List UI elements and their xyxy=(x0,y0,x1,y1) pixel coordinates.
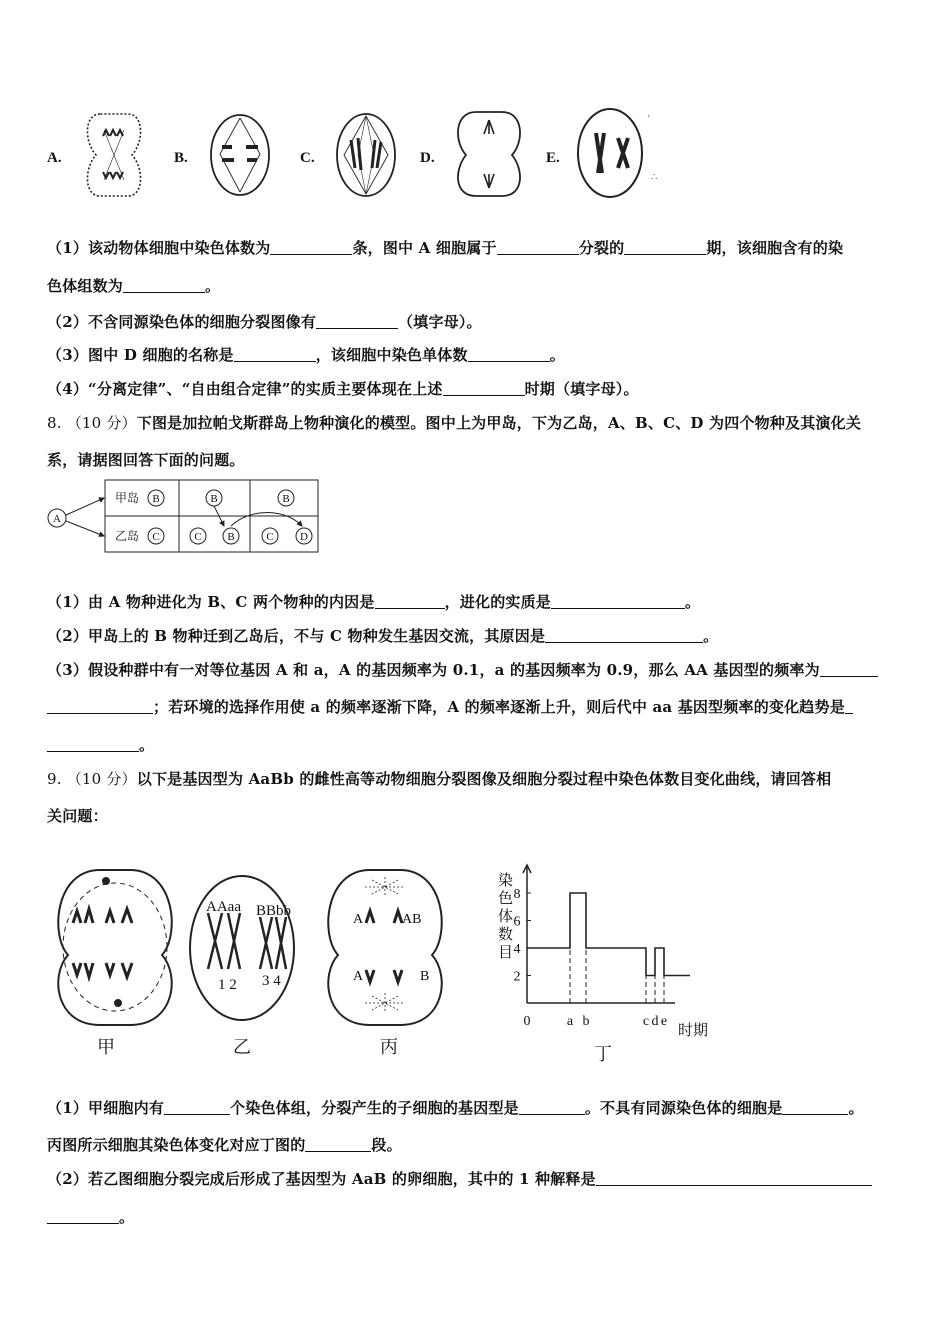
species-a: A xyxy=(53,513,61,525)
node-b: B xyxy=(282,493,290,505)
chromosome-number-chart xyxy=(514,865,691,1029)
q9-sub1-text-c: 。不具有同源染色体的细胞是 xyxy=(584,1099,783,1117)
cell-label-yi: 乙 xyxy=(233,1037,251,1058)
option-b-label: B. xyxy=(174,150,188,166)
chart-ylabel-2: 色 xyxy=(498,891,514,907)
chart-xlabel: 时期 xyxy=(678,1023,709,1039)
answer-blank[interactable] xyxy=(468,347,550,362)
q7-sub4-text: （4）“分离定律”、“自由组合定律”的实质主要体现在上述 xyxy=(47,380,443,398)
q9-number: 9. xyxy=(47,770,62,788)
answer-blank[interactable] xyxy=(270,240,352,255)
island-yi-label: 乙岛 xyxy=(114,529,140,543)
q7-sub1-end: 。 xyxy=(205,277,221,295)
q9-sub1-line1 xyxy=(47,1097,864,1118)
answer-blank[interactable] xyxy=(123,278,205,293)
node-c: C xyxy=(152,531,160,543)
q9-stem-line1 xyxy=(47,768,831,789)
node-c: C xyxy=(266,531,274,543)
q8-sub2-end: 。 xyxy=(703,627,719,645)
q7-sub2 xyxy=(47,311,482,332)
cell-label-bing: 丙 xyxy=(380,1037,398,1058)
answer-blank[interactable] xyxy=(519,1100,585,1115)
q8-sub3-line1 xyxy=(47,659,878,680)
answer-blank[interactable] xyxy=(545,628,703,643)
cell-c-figure xyxy=(337,114,395,196)
chart-y-tick-label: 4 xyxy=(513,942,521,957)
q8-sub3-line2 xyxy=(47,696,853,717)
option-d-label: D. xyxy=(420,150,435,166)
q9-sub2-line1 xyxy=(47,1168,872,1189)
q8-island-diagram xyxy=(40,478,330,558)
q8-sub1-end: 。 xyxy=(685,593,701,611)
q9-stem-line2: 关问题： xyxy=(47,807,108,825)
q8-sub2-text: （2）甲岛上的 B 物种迁到乙岛后，不与 C 物种发生基因交流，其原因是 xyxy=(47,627,546,645)
chart-ylabel-1: 染 xyxy=(498,873,514,889)
cell-b-figure xyxy=(211,115,269,195)
cell-yi-nums-right: 3 4 xyxy=(262,973,281,989)
q7-sub1-cont: 色体组数为 xyxy=(47,277,124,295)
q8-stem-line1 xyxy=(47,412,861,433)
node-b: B xyxy=(227,531,235,543)
q7-sub2-text: （2）不含同源染色体的细胞分裂图像有 xyxy=(47,313,317,331)
answer-blank[interactable] xyxy=(47,1209,119,1224)
q7-sub1-text-b: 条，图中 A 细胞属于 xyxy=(352,239,497,257)
cell-yi-figure xyxy=(190,876,294,1020)
answer-blank[interactable] xyxy=(305,1137,371,1152)
q8-sub3-text: （3）假设种群中有一对等位基因 A 和 a，A 的基因频率为 0.1，a 的基因频率为 0.9，那么 AA 基因型的频率为 xyxy=(47,661,820,679)
chart-x-tick-label: e xyxy=(660,1014,668,1029)
cell-bing-label-4: B xyxy=(420,969,430,984)
q7-cell-figures xyxy=(0,100,700,210)
q9-sub1b-text: 丙图所示细胞其染色体变化对应丁图的 xyxy=(47,1136,306,1154)
node-d: D xyxy=(300,531,308,543)
cell-bing-label-2: AB xyxy=(402,912,422,927)
chart-x-tick-label: 0 xyxy=(523,1014,531,1029)
cell-label-jia: 甲 xyxy=(97,1037,115,1058)
q9-score: （10 分） xyxy=(66,770,137,788)
q8-stem-line2: 系，请据图回答下面的问题。 xyxy=(47,451,245,469)
q7-sub3-text-b: ，该细胞中染色单体数 xyxy=(315,346,468,364)
q7-sub3-text: （3）图中 D 细胞的名称是 xyxy=(47,346,234,364)
answer-blank[interactable] xyxy=(497,240,579,255)
answer-blank[interactable] xyxy=(596,1171,872,1186)
q9-sub1-line2 xyxy=(47,1134,402,1155)
q8-score: （10 分） xyxy=(66,414,137,432)
cell-jia-figure xyxy=(58,870,171,1025)
cell-bing-label-3: A xyxy=(353,969,364,984)
chart-y-tick-label: 2 xyxy=(513,969,521,985)
chart-y-tick-label: 6 xyxy=(513,914,521,930)
option-e-label: E. xyxy=(546,150,560,166)
q7-sub2-end: （填字母）。 xyxy=(398,313,482,331)
cell-yi-nums-left: 1 2 xyxy=(218,977,237,993)
cell-bing-figure xyxy=(328,870,441,1025)
answer-blank[interactable] xyxy=(375,594,445,609)
q7-sub1-line1 xyxy=(47,237,843,258)
answer-blank[interactable] xyxy=(551,594,685,609)
cell-a-figure xyxy=(87,114,140,196)
cell-yi-bbbb: BBbb xyxy=(256,903,292,919)
q8-sub3-end: 。 xyxy=(139,736,155,754)
q7-sub1-line2 xyxy=(47,275,220,296)
q8-sub3-text-b: ；若环境的选择作用使 a 的频率逐渐下降，A 的频率逐渐上升，则后代中 aa 基因型频率的变化趋势是 xyxy=(153,698,845,716)
node-c: C xyxy=(194,531,202,543)
q9-sub1-text: （1）甲细胞内有 xyxy=(47,1099,165,1117)
answer-blank[interactable] xyxy=(845,699,853,714)
answer-blank[interactable] xyxy=(47,737,139,752)
q8-sub1-text: （1）由 A 物种进化为 B、C 两个物种的内因是 xyxy=(47,593,375,611)
q8-sub2 xyxy=(47,625,718,646)
cell-e-figure xyxy=(578,109,657,197)
q9-sub2-text: （2）若乙图细胞分裂完成后形成了基因型为 AaB 的卵细胞，其中的 1 种解释是 xyxy=(47,1170,596,1188)
q9-sub1-text-b: 个染色体组，分裂产生的子细胞的基因型是 xyxy=(230,1099,519,1117)
cell-d-figure xyxy=(458,112,520,196)
cell-label-ding: 丁 xyxy=(594,1044,612,1065)
svg-text:': ' xyxy=(648,114,650,125)
q7-sub4-end: 时期（填字母）。 xyxy=(524,380,639,398)
q9-sub1-end: 。 xyxy=(848,1099,864,1117)
chart-ylabel-5: 目 xyxy=(498,945,514,961)
q7-sub1-text-d: 期，该细胞含有的染 xyxy=(706,239,844,257)
chart-x-tick-label: a xyxy=(566,1014,574,1029)
svg-text:∴: ∴ xyxy=(651,172,658,183)
answer-blank[interactable] xyxy=(164,1100,230,1115)
cell-yi-aaaa: AAaa xyxy=(206,899,241,915)
answer-blank[interactable] xyxy=(316,314,398,329)
q8-sub1-text-b: ，进化的实质是 xyxy=(444,593,551,611)
q8-sub3-line3 xyxy=(47,734,154,755)
node-b: B xyxy=(152,493,160,505)
answer-blank[interactable] xyxy=(47,699,153,714)
chart-ylabel-3: 体 xyxy=(498,909,514,925)
chart-ylabel-4: 数 xyxy=(498,927,514,943)
answer-blank[interactable] xyxy=(820,662,878,677)
q8-stem: 下图是加拉帕戈斯群岛上物种演化的模型。图中上为甲岛，下为乙岛，A、B、C、D 为四个物种及其演化关 xyxy=(136,414,862,432)
q8-sub1 xyxy=(47,591,700,612)
q9-stem: 以下是基因型为 AaBb 的雌性高等动物细胞分裂图像及细胞分裂过程中染色体数目变化曲线，请回答相 xyxy=(136,770,832,788)
answer-blank[interactable] xyxy=(234,347,316,362)
option-a-label: A. xyxy=(47,150,62,166)
cell-bing-label-1: A xyxy=(353,912,364,927)
node-b: B xyxy=(210,493,218,505)
q7-sub4 xyxy=(47,378,639,399)
q7-sub3-end: 。 xyxy=(549,346,565,364)
q9-sub1b-end: 段。 xyxy=(371,1136,402,1154)
q7-sub1-text-c: 分裂的 xyxy=(578,239,625,257)
q8-number: 8. xyxy=(47,414,62,432)
answer-blank[interactable] xyxy=(443,381,525,396)
q7-sub3 xyxy=(47,344,565,365)
q7-sub1-text: （1）该动物体细胞中染色体数为 xyxy=(47,239,271,257)
answer-blank[interactable] xyxy=(782,1100,848,1115)
chart-x-tick-label: d xyxy=(651,1014,659,1029)
chart-y-tick-label: 8 xyxy=(513,887,521,902)
answer-blank[interactable] xyxy=(624,240,706,255)
chart-x-tick-label: b xyxy=(582,1014,590,1029)
option-c-label: C. xyxy=(300,150,315,166)
q9-sub2-line2: 。 xyxy=(47,1206,134,1227)
chart-series-line xyxy=(527,893,690,976)
island-jia-label: 甲岛 xyxy=(114,491,140,505)
chart-x-tick-label: c xyxy=(642,1014,650,1029)
